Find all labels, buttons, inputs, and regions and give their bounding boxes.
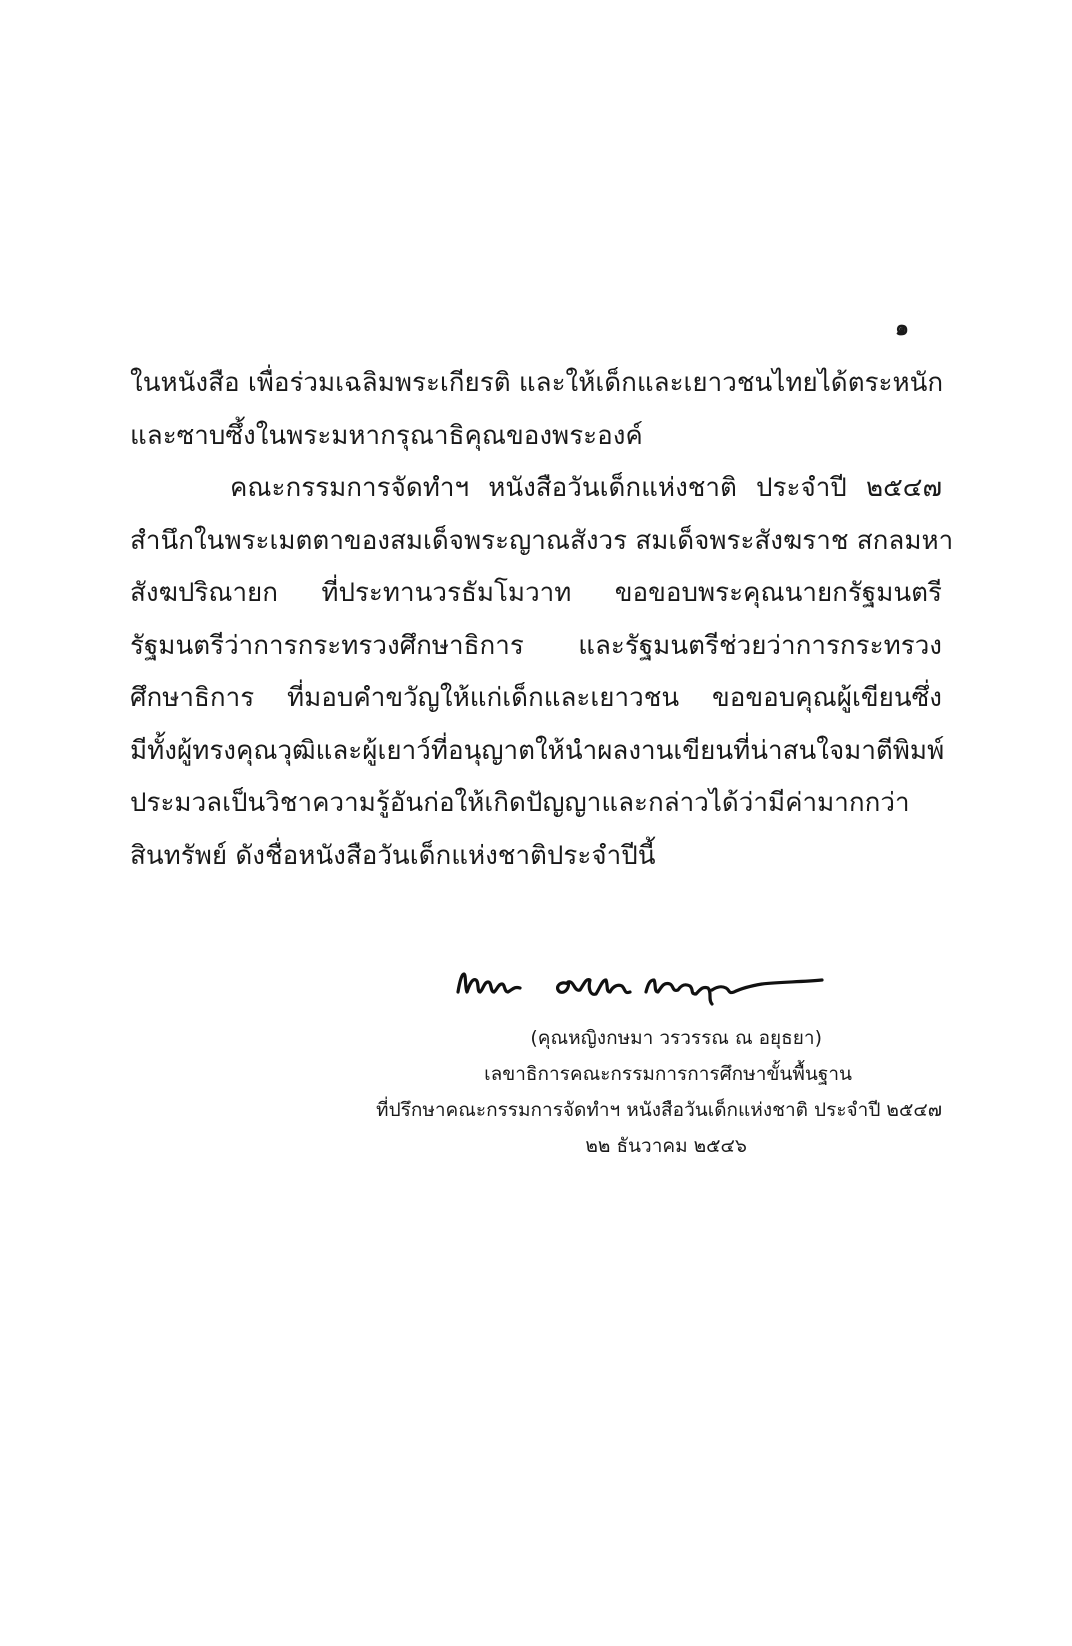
page-number: ๑	[895, 316, 909, 341]
body-line-10: สินทรัพย์ ดังชื่อหนังสือวันเด็กแห่งชาติประจำปีนี้	[130, 840, 656, 871]
body-line-8: มีทั้งผู้ทรงคุณวุฒิและผู้เยาว์ที่อนุญาตให้นำผลงานเขียนที่น่าสนใจมาตีพิมพ์	[130, 735, 945, 766]
body-line-6: รัฐมนตรีว่าการกระทรวงศึกษาธิการ และรัฐมนตรีช่วยว่าการกระทรวง	[130, 630, 942, 661]
body-line-1: ในหนังสือ เพื่อร่วมเฉลิมพระเกียรติ และให้เด็กและเยาวชนไทยได้ตระหนัก	[130, 368, 944, 398]
signatory-title: เลขาธิการคณะกรรมการการศึกษาขั้นพื้นฐาน	[484, 1063, 852, 1085]
body-line-7: ศึกษาธิการ ที่มอบคำขวัญให้แก่เด็กและเยาวชน ขอขอบคุณผู้เขียนซึ่ง	[130, 683, 942, 713]
body-line-5: สังฆปริณายก ที่ประทานวรธัมโมวาท ขอขอบพระคุณนายกรัฐมนตรี	[130, 578, 942, 608]
signature-date: ๒๒ ธันวาคม ๒๕๔๖	[585, 1135, 747, 1157]
body-line-9: ประมวลเป็นวิชาความรู้อันก่อให้เกิดปัญญาและกล่าวได้ว่ามีค่ามากกว่า	[130, 788, 910, 818]
signature-block	[242, 1020, 942, 1164]
body-line-4: สำนึกในพระเมตตาของสมเด็จพระญาณสังวร สมเด็จพระสังฆราช สกลมหา	[130, 525, 954, 556]
body-line-3: คณะกรรมการจัดทำฯ หนังสือวันเด็กแห่งชาติ ประจำปี ๒๕๔๗	[230, 473, 942, 503]
signatory-name: (คุณหญิงกษมา วรวรรณ ณ อยุธยา)	[530, 1027, 822, 1049]
handwritten-signature	[450, 950, 850, 1020]
body-paragraphs	[130, 357, 954, 882]
body-line-2: และซาบซึ้งในพระมหากรุณาธิคุณของพระองค์	[130, 420, 643, 451]
signatory-role: ที่ปรึกษาคณะกรรมการจัดทำฯ หนังสือวันเด็กแห่งชาติ ประจำปี ๒๕๔๗	[376, 1099, 942, 1121]
